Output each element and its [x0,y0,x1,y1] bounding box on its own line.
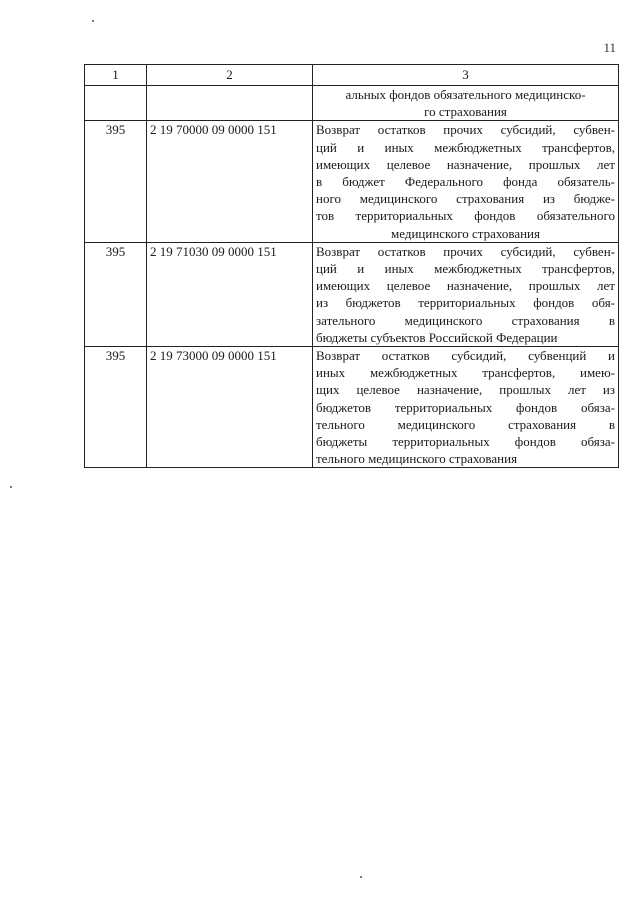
description-line: Возврат остатков прочих субсидий, субвен- [316,243,615,259]
description-line: го страхования [424,104,507,120]
description-line: бюджетов территориальных фондов обяза- [316,399,615,415]
column-header: 1 [85,65,147,86]
column-header: 2 [147,65,313,86]
description-line: из бюджетов территориальных фондов обя- [316,295,615,311]
admin-code-cell: 395 [85,242,147,346]
description-line: тельного медицинского страхования [316,451,518,467]
budget-code-cell: 2 19 71030 09 0000 151 [147,242,313,346]
description-line: ций и иных межбюджетных трансфертов, [316,139,615,155]
description-line: альных фондов обязательного медицинско- [345,87,586,102]
scan-speck [360,876,362,878]
table-row [85,121,619,242]
budget-code-cell: 2 19 70000 09 0000 151 [147,121,313,242]
scan-speck [92,20,94,22]
description-cell [313,347,619,468]
column-header: 3 [313,65,619,86]
page-number: 11 [603,40,616,55]
description-line: тельного медицинского страхования в [316,416,615,432]
description-line: Возврат остатков субсидий, субвенций и [316,348,615,364]
description-line: щих целевое назначение, прошлых лет из [316,382,615,398]
description-cell [313,242,619,346]
admin-code-cell: 395 [85,121,147,242]
table-header-row [85,65,619,86]
description-line: бюджеты субъектов Российской Федерации [316,329,558,345]
scan-speck [10,486,12,488]
description-line: ного медицинского страхования из бюдже- [316,191,615,207]
description-line: тов территориальных фондов обязательного [316,208,615,224]
description-line: медицинского страхования [391,225,540,241]
description-line: зательного медицинского страхования в [316,312,615,328]
description-line: ций и иных межбюджетных трансфертов, [316,261,615,277]
description-cell [313,121,619,242]
description-line: имеющих целевое назначение, прошлых лет [316,156,615,172]
admin-code-cell: 395 [85,347,147,468]
description-cell [313,86,619,121]
table-row [85,86,619,121]
admin-code-cell [85,86,147,121]
description-line: в бюджет Федерального фонда обязатель- [316,174,615,190]
table-row [85,347,619,468]
description-line: Возврат остатков прочих субсидий, субвен- [316,122,615,138]
budget-code-cell [147,86,313,121]
table-row [85,242,619,346]
description-line: иных межбюджетных трансфертов, имею- [316,365,615,381]
description-line: имеющих целевое назначение, прошлых лет [316,278,615,294]
budget-classification-table [84,64,619,468]
budget-code-cell: 2 19 73000 09 0000 151 [147,347,313,468]
description-line: бюджеты территориальных фондов обяза- [316,434,615,450]
